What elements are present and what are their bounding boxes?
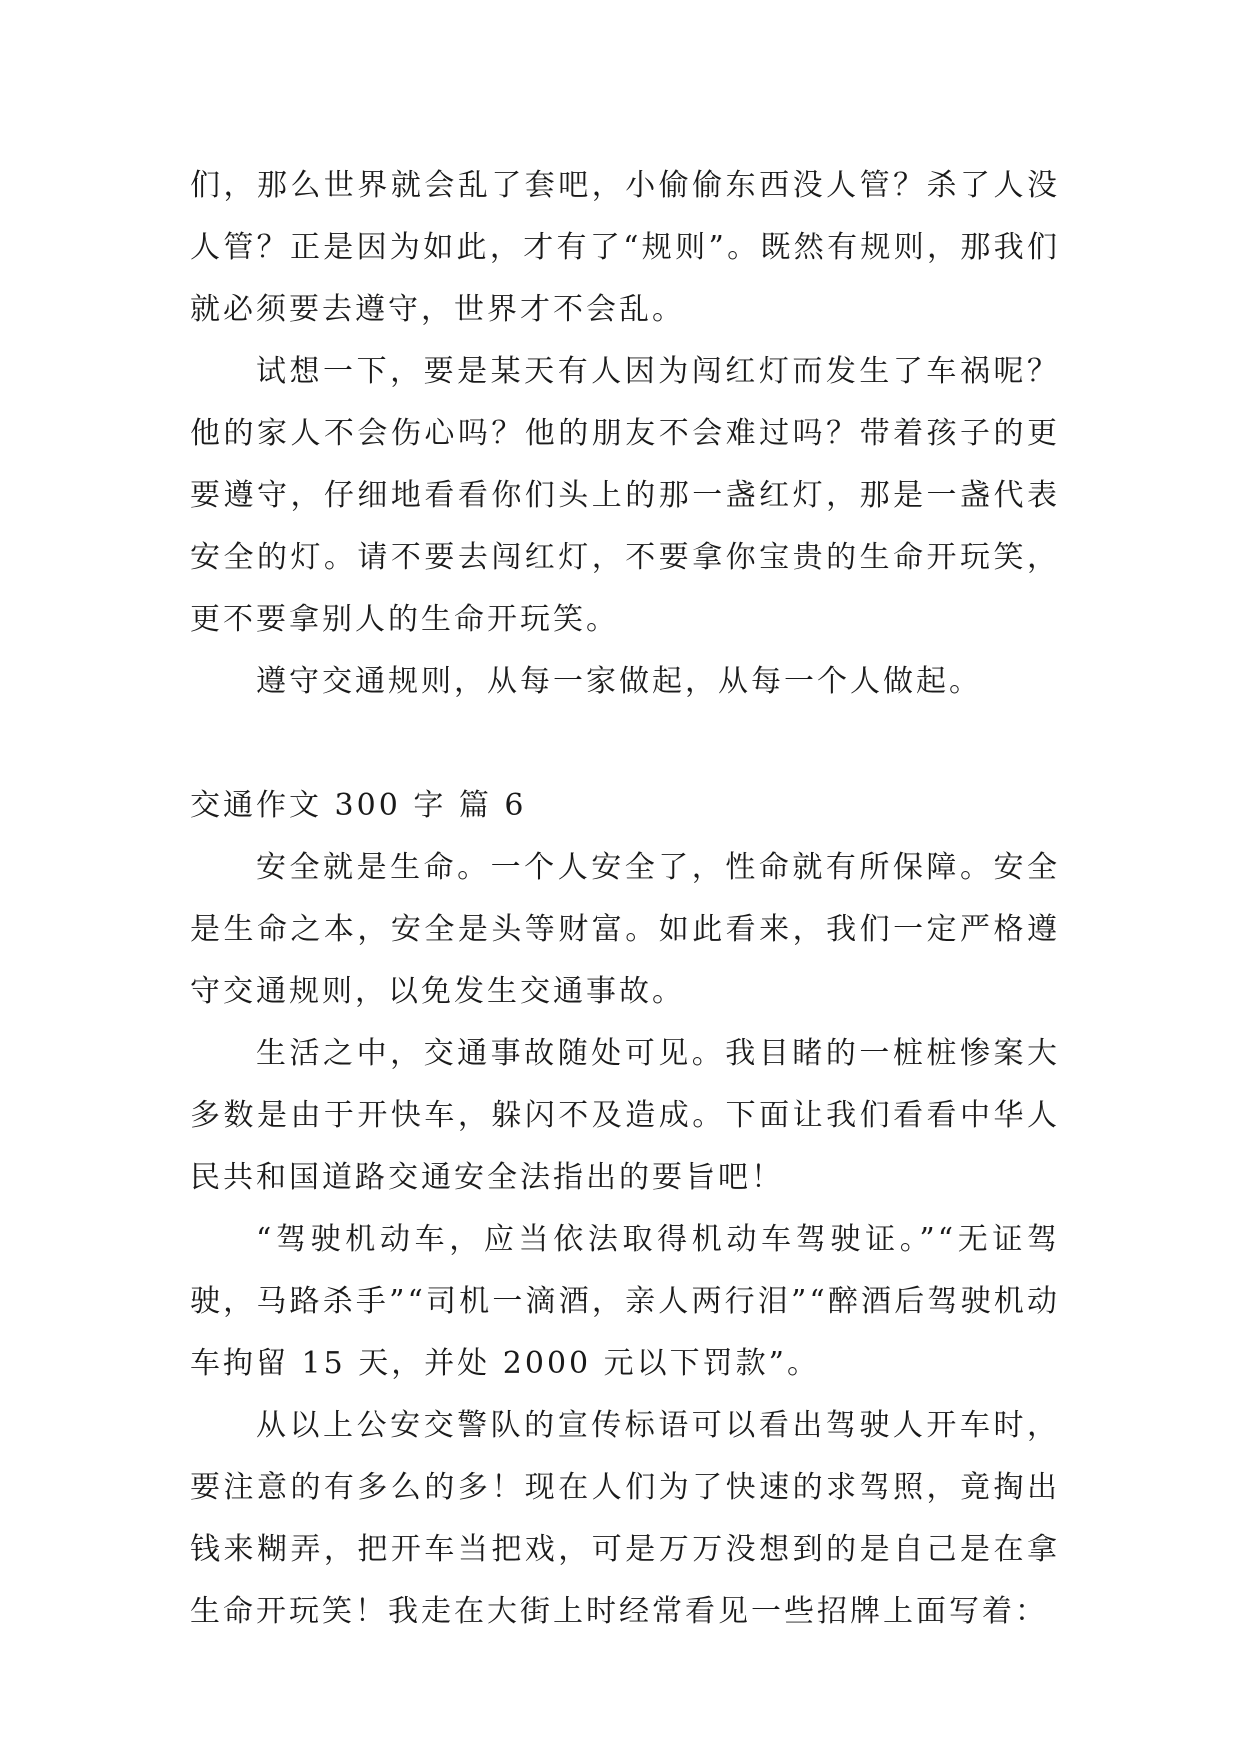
paragraph: 从以上公安交警队的宣传标语可以看出驾驶人开车时，要注意的有多么的多！现在人们为了快速的求驾照，竟掏出钱来糊弄，把开车当把戏，可是万万没想到的是自己是在拿生命开玩笑！我走在大街上时经常看见一些招牌上面写着： — [190, 1408, 1060, 1629]
paragraph: 生活之中，交通事故随处可见。我目睹的一桩桩惨案大多数是由于开快车，躲闪不及造成。下面让我们看看中华人民共和国道路交通安全法指出的要旨吧！ — [190, 1036, 1060, 1195]
paragraph: 安全就是生命。一个人安全了，性命就有所保障。安全是生命之本，安全是头等财富。如此看来，我们一定严格遵守交通规则，以免发生交通事故。 — [190, 850, 1060, 1009]
paragraph: 试想一下，要是某天有人因为闯红灯而发生了车祸呢？他的家人不会伤心吗？他的朋友不会难过吗？带着孩子的更要遵守，仔细地看看你们头上的那一盏红灯，那是一盏代表安全的灯。请不要去闯红灯，不要拿你宝贵的生命开玩笑，更不要拿别人的生命开玩笑。 — [190, 354, 1060, 637]
section-heading: 交通作文 300 字 篇 6 — [190, 788, 527, 823]
document-body — [190, 155, 1060, 1643]
paragraph-continued: 们，那么世界就会乱了套吧，小偷偷东西没人管？杀了人没人管？正是因为如此，才有了“规则”。既然有规则，那我们就必须要去遵守，世界才不会乱。 — [190, 168, 1060, 327]
section-spacer — [190, 713, 1060, 775]
paragraph: 遵守交通规则，从每一家做起，从每一个人做起。 — [256, 664, 982, 699]
paragraph-quote: “驾驶机动车，应当依法取得机动车驾驶证。”“无证驾驶，马路杀手”“司机一滴酒，亲人两行泪”“醉酒后驾驶机动车拘留 15 天，并处 2000 元以下罚款”。 — [190, 1222, 1060, 1381]
